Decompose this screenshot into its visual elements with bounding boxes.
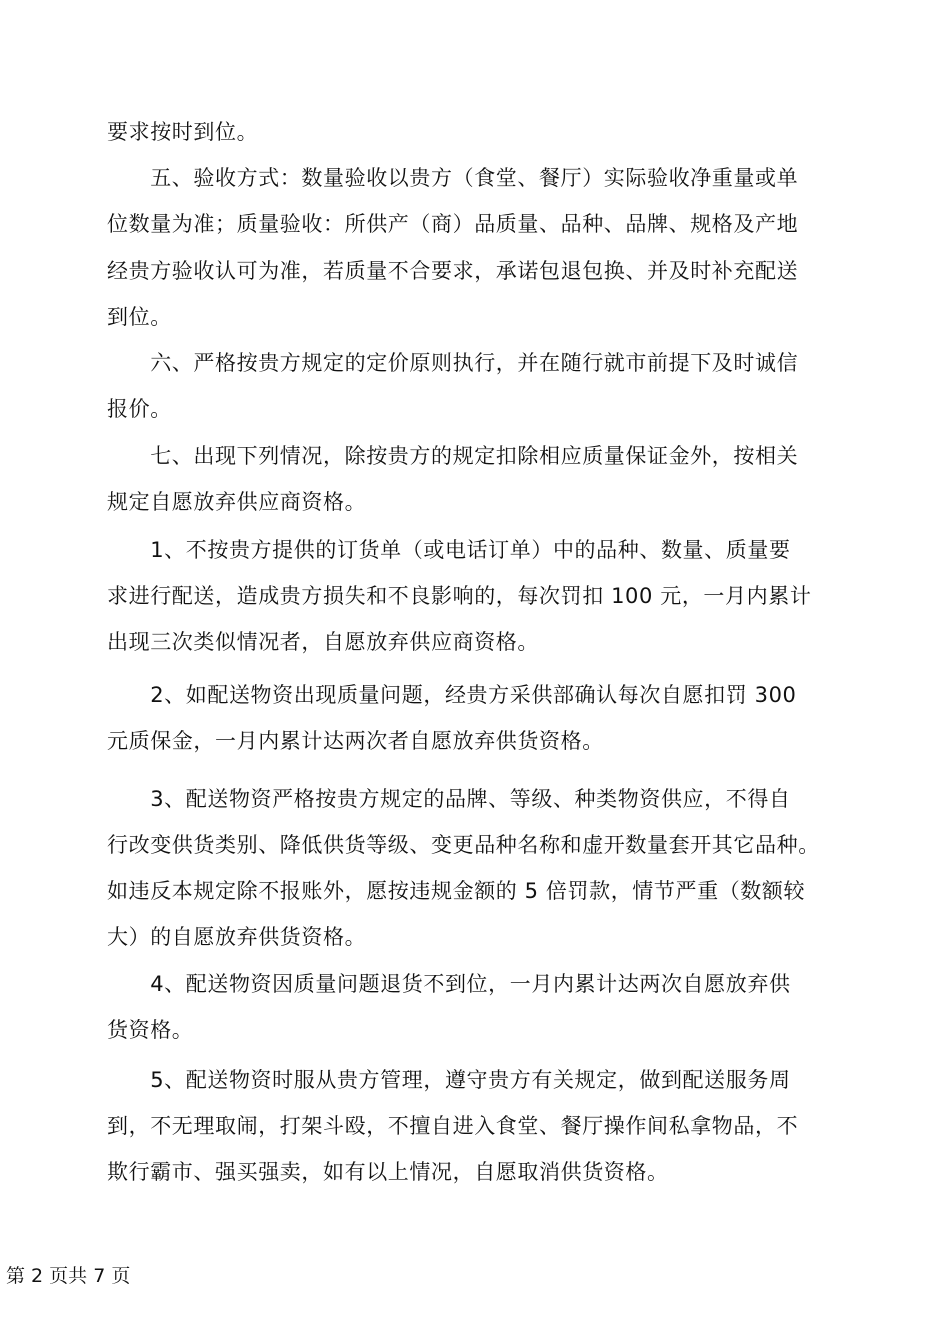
text-line: 报价。 xyxy=(107,397,172,421)
text-line: 如违反本规定除不报账外，愿按违规金额的 5 倍罚款，情节严重（数额较 xyxy=(107,879,806,903)
text-line: 3、配送物资严格按贵方规定的品牌、等级、种类物资供应，不得自 xyxy=(107,787,791,811)
text-line: 行改变供货类别、降低供货等级、变更品种名称和虚开数量套开其它品种。 xyxy=(107,833,820,857)
text-line: 求进行配送，造成贵方损失和不良影响的，每次罚扣 100 元，一月内累计 xyxy=(107,584,812,608)
text-line: 要求按时到位。 xyxy=(107,120,259,144)
text-line: 到位。 xyxy=(107,305,172,329)
text-line: 元质保金，一月内累计达两次者自愿放弃供货资格。 xyxy=(107,729,604,753)
text-line: 位数量为准；质量验收：所供产（商）品质量、品种、品牌、规格及产地 xyxy=(107,212,799,236)
text-line: 4、配送物资因质量问题退货不到位，一月内累计达两次自愿放弃供 xyxy=(107,972,791,996)
text-line: 5、配送物资时服从贵方管理，遵守贵方有关规定，做到配送服务周 xyxy=(107,1068,791,1092)
text-line: 五、验收方式：数量验收以贵方（食堂、餐厅）实际验收净重量或单 xyxy=(107,166,799,190)
text-line: 规定自愿放弃供应商资格。 xyxy=(107,490,367,514)
text-line: 出现三次类似情况者，自愿放弃供应商资格。 xyxy=(107,630,539,654)
text-line: 大）的自愿放弃供货资格。 xyxy=(107,925,367,949)
text-line: 经贵方验收认可为准，若质量不合要求，承诺包退包换、并及时补充配送 xyxy=(107,259,799,283)
text-line: 六、严格按贵方规定的定价原则执行，并在随行就市前提下及时诚信 xyxy=(107,351,799,375)
text-line: 欺行霸市、强买强卖，如有以上情况，自愿取消供货资格。 xyxy=(107,1160,669,1184)
page-indicator: 第 2 页共 7 页 xyxy=(6,1265,131,1287)
text-line: 1、不按贵方提供的订货单（或电话订单）中的品种、数量、质量要 xyxy=(107,538,791,562)
text-line: 2、如配送物资出现质量问题，经贵方采供部确认每次自愿扣罚 300 xyxy=(107,683,797,707)
text-line: 货资格。 xyxy=(107,1018,194,1042)
text-line: 到，不无理取闹，打架斗殴，不擅自进入食堂、餐厅操作间私拿物品，不 xyxy=(107,1114,799,1138)
text-line: 七、出现下列情况，除按贵方的规定扣除相应质量保证金外，按相关 xyxy=(107,444,799,468)
